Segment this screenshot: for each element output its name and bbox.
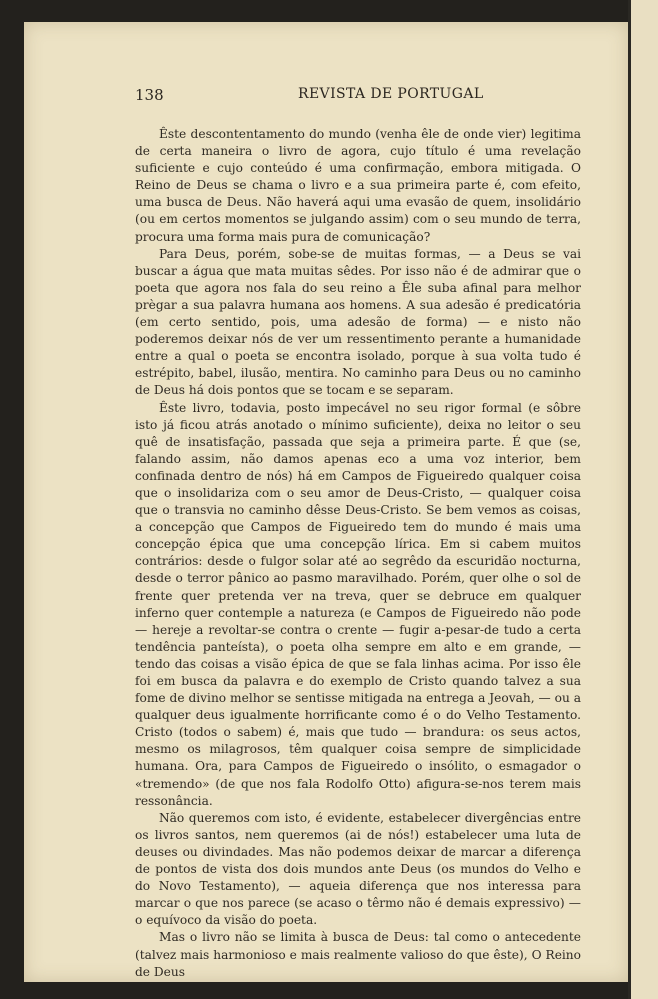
running-title: REVISTA DE PORTUGAL: [298, 86, 484, 102]
scan-top-border: [24, 0, 628, 22]
paragraph-5: Mas o livro não se limita à busca de Deus: tal como o antecedente (talvez mais harmonioso e mais realmente valioso do que êste), O Reino de Deus: [135, 930, 581, 979]
paragraph-4: Não queremos com isto, é evidente, estabelecer divergências entre os livros santos, nem queremos (ai de nós!) estabelecer uma luta de deuses ou divindades. Mas não podemos deixar de marcar a diferença de pontos de vista dos dois mundos ante Deus (os mundos do Velho e do Novo Testamento), — aqueia diferença que nos interessa para marcar o que nos parece (se acaso o têrmo não é demais expressivo) — o equívoco da visão do poeta.: [135, 810, 581, 928]
scan-bottom-border: [24, 982, 628, 999]
scan-left-border: [0, 0, 24, 999]
paragraph-2: Para Deus, porém, sobe-se de muitas formas, — a Deus se vai buscar a água que mata muitas sêdes. Por isso não é de admirar que o poeta que agora nos fala do seu reino a Êle suba afinal para melhor prègar a sua palavra humana aos homens. A sua adesão é predicatória (em certo sentido, pois, uma adesão de forma) — e nisto não poderemos deixar nós de ver um ressentimento perante a humanidade entre a qual o poeta se encontra isolado, porque à sua volta tudo é estrépito, babel, ilusão, mentira. No caminho para Deus ou no caminho de Deus há dois pontos que se tocam e se separam.: [135, 246, 581, 398]
page-header: [135, 86, 581, 108]
paragraph-1: Êste descontentamento do mundo (venha êle de onde vier) legitima de certa maneira o livro de agora, cujo título é uma revelação suficiente e cujo conteúdo é uma confirmação, embora mitigada. O Reino de Deus se chama o livro e a sua primeira parte é, com efeito, uma busca de Deus. Não haverá aqui uma evasão de quem, insolidário (ou em certos momentos se julgando assim) com o seu mundo de terra, procura uma forma mais pura de comunicação?: [135, 127, 581, 244]
page-number: 138: [135, 86, 164, 104]
paragraph-3: Êste livro, todavia, posto impecável no seu rigor formal (e sôbre isto já ficou atrás anotado o mínimo suficiente), deixa no leitor o seu quê de insatisfação, passada que seja a primeira parte. É que (se, falando assim, não damos apenas eco a uma voz interior, bem confinada dentro de nós) há em Campos de Figueiredo qualquer coisa que o insolidariza com o seu amor de Deus-Cristo, — qualquer coisa que o transvia no caminho dêsse Deus-Cristo. Se bem vemos as coisas, a concepção que Campos de Figueiredo tem do mundo é mais uma concepção épica que uma concepção lírica. Em si cabem muitos contrários: desde o fulgor solar até ao segrêdo da escuridão nocturna, desde o terror pânico ao pasmo maravilhado. Porém, quer olhe o sol de frente quer pretenda ver na treva, quer se debruce em qualquer inferno quer contemple a natureza (e Campos de Figueiredo não pode — hereje a revoltar-se contra o crente — fugir a-pesar-de tudo a certa tendência panteísta), o poeta olha sempre em alto e em grande, — tendo das coisas a visão épica de que se fala linhas acima. Por isso êle foi em busca da palavra e do exemplo de Cristo quando talvez a sua fome de divino melhor se sentisse mitigada na entrega a Jeovah, — ou a qualquer deus igualmente horrificante como é o do Velho Testamento. Cristo (todos o sabem) é, mais que tudo — brandura: os seus actos, mesmo os milagrosos, têm qualquer coisa sempre de simplicidade humana. Ora, para Campos de Figueiredo o insólito, o esmagador o «tremendo» (de que nos fala Rodolfo Otto) afigura-se-nos terem mais ressonância.: [135, 400, 581, 808]
article-body: [135, 126, 581, 981]
next-page-edge: [628, 0, 658, 999]
